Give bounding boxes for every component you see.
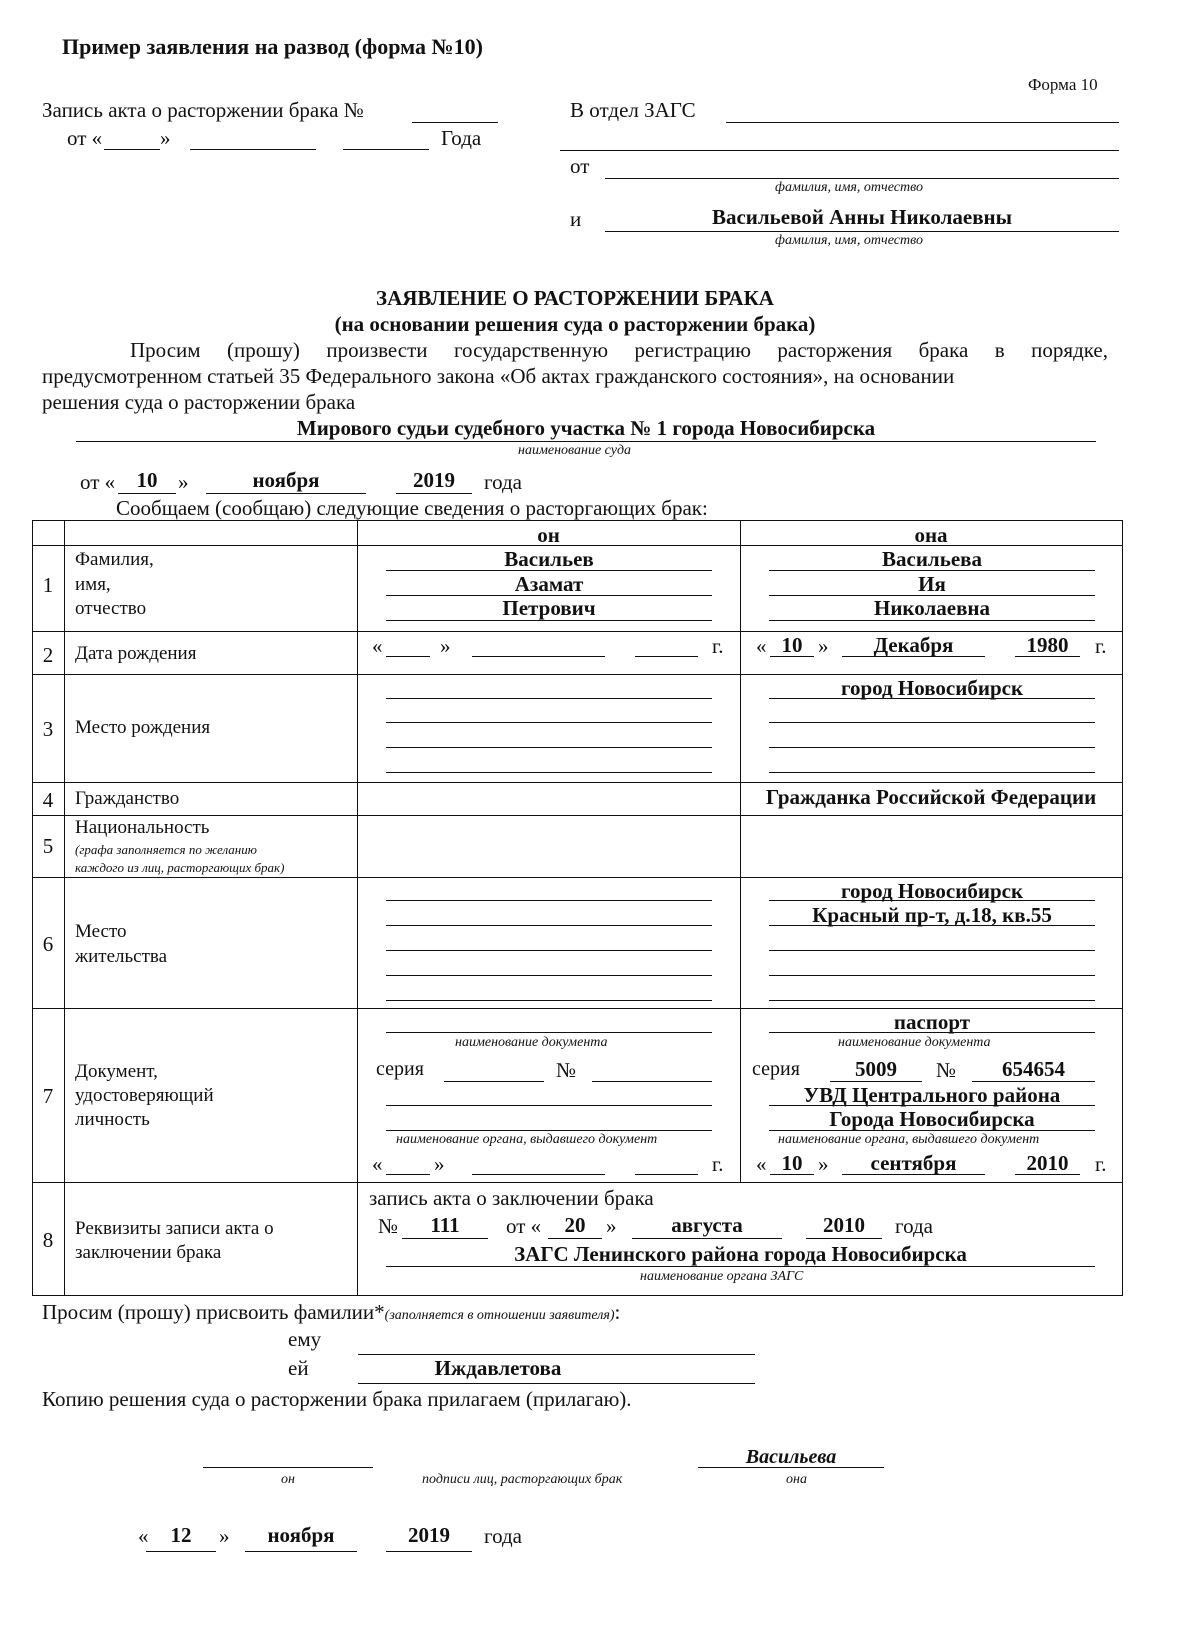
he-signature-caption: он xyxy=(281,1472,295,1487)
decision-year-line[interactable] xyxy=(396,493,472,494)
final-date-open: « xyxy=(138,1524,149,1548)
sample-title: Пример заявления на развод (форма №10) xyxy=(62,34,483,59)
surname-him-line[interactable] xyxy=(358,1354,755,1355)
she-signature: Васильева xyxy=(745,1446,837,1468)
she-residence-2: Красный пр-т, д.18, кв.55 xyxy=(812,903,1052,927)
she-birth-day: 10 xyxy=(781,633,803,657)
zags-label: В отдел ЗАГС xyxy=(570,98,696,122)
applicant2-line[interactable] xyxy=(605,231,1119,232)
she-birth-month: Декабря xyxy=(873,633,954,657)
she-patronymic: Николаевна xyxy=(873,596,991,620)
final-date-year: 2019 xyxy=(408,1523,450,1547)
she-doc-day: 10 xyxy=(781,1151,803,1175)
she-residence-line-5[interactable] xyxy=(769,1000,1095,1001)
she-birth-place-line-4[interactable] xyxy=(769,772,1095,773)
she-birth-g: г. xyxy=(1095,634,1107,658)
marriage-zags: ЗАГС Ленинского района города Новосибирска xyxy=(514,1242,967,1266)
she-doc-day-line[interactable] xyxy=(770,1174,814,1175)
she-doc-month: сентября xyxy=(870,1151,957,1175)
marriage-from-prefix: от « xyxy=(506,1214,542,1238)
marriage-close: » xyxy=(606,1214,617,1238)
marriage-number-line[interactable] xyxy=(402,1238,488,1239)
she-residence-line-1[interactable] xyxy=(769,900,1095,901)
she-issuer-1: УВД Центрального района xyxy=(803,1083,1061,1107)
he-name: Азамат xyxy=(514,572,584,596)
he-signature-line[interactable] xyxy=(203,1467,373,1468)
final-date-day: 12 xyxy=(170,1523,192,1547)
he-patronymic-line[interactable] xyxy=(386,620,712,621)
from-label: от xyxy=(570,154,590,178)
she-doc-number-line[interactable] xyxy=(972,1081,1095,1082)
and-label: и xyxy=(570,207,582,231)
he-number-line[interactable] xyxy=(592,1081,712,1082)
she-issuer-line-1[interactable] xyxy=(769,1105,1095,1106)
she-patronymic-line[interactable] xyxy=(769,620,1095,621)
he-birth-place-line-4[interactable] xyxy=(386,772,712,773)
row-num-7: 7 xyxy=(42,1084,54,1108)
she-issuer-2: Города Новосибирска xyxy=(829,1107,1035,1131)
she-doc-number: 654654 xyxy=(1002,1057,1065,1081)
row-label-birth-date: Дата рождения xyxy=(75,643,197,664)
she-birth-close: » xyxy=(818,634,829,658)
copy-text: Копию решения суда о расторжении брака прилагаем (прилагаю). xyxy=(42,1387,632,1411)
she-signature-line[interactable] xyxy=(698,1467,884,1468)
she-surname-line[interactable] xyxy=(769,570,1095,571)
he-birth-place-line-3[interactable] xyxy=(386,747,712,748)
she-birth-place-line-2[interactable] xyxy=(769,722,1095,723)
row-label-marriage: Реквизиты записи акта о заключении брака xyxy=(75,1218,274,1263)
he-doc-g: г. xyxy=(712,1152,724,1176)
he-birth-g: г. xyxy=(712,634,724,658)
row-num-2: 2 xyxy=(42,643,54,667)
final-date-year-line[interactable] xyxy=(386,1551,472,1552)
row-num-5: 5 xyxy=(42,834,54,858)
she-series-label: серия xyxy=(752,1058,800,1080)
marriage-day: 20 xyxy=(564,1213,586,1237)
she-issuer-line-2[interactable] xyxy=(769,1130,1095,1131)
she-birth-year: 1980 xyxy=(1026,633,1069,657)
court-caption: наименование суда xyxy=(518,443,632,458)
decision-day-line[interactable] xyxy=(118,493,176,494)
she-residence-line-2[interactable] xyxy=(769,925,1095,926)
decision-month-line[interactable] xyxy=(206,493,366,494)
she-doc-name: паспорт xyxy=(893,1010,971,1034)
form-number: Форма 10 xyxy=(1028,75,1098,94)
record-day-line[interactable] xyxy=(104,149,160,150)
col-header-he: он xyxy=(537,523,560,547)
he-series-label: серия xyxy=(376,1058,424,1080)
she-doc-year: 2010 xyxy=(1026,1151,1069,1175)
she-doc-caption: наименование документа xyxy=(838,1035,991,1050)
signatures-caption: подписи лиц, расторгающих брак xyxy=(422,1472,623,1487)
he-residence-line-3[interactable] xyxy=(386,950,712,951)
he-birth-day-line[interactable] xyxy=(386,656,430,657)
record-from-close: » xyxy=(160,126,171,150)
marriage-record-line: запись акта о заключении брака xyxy=(369,1186,654,1210)
she-doc-name-line[interactable] xyxy=(769,1032,1095,1033)
she-no-label: № xyxy=(936,1058,957,1082)
marriage-month-line[interactable] xyxy=(632,1238,782,1239)
he-no-label: № xyxy=(556,1058,577,1082)
he-birth-place-line-2[interactable] xyxy=(386,722,712,723)
he-issuer-line-2[interactable] xyxy=(386,1130,712,1131)
final-date-close: » xyxy=(219,1524,230,1548)
marriage-zags-caption: наименование органа ЗАГС xyxy=(640,1269,804,1284)
she-signature-caption: она xyxy=(786,1472,807,1487)
marriage-no-label: № xyxy=(378,1214,399,1238)
she-name: Ия xyxy=(918,572,946,596)
inform-text: Сообщаем (сообщаю) следующие сведения о расторгающих брак: xyxy=(116,496,708,520)
record-year-word: Года xyxy=(441,126,482,150)
she-series-line[interactable] xyxy=(830,1081,922,1082)
she-doc-date-open: « xyxy=(756,1152,767,1176)
she-surname: Васильева xyxy=(882,547,982,571)
marriage-day-line[interactable] xyxy=(548,1238,602,1239)
form-title: ЗАЯВЛЕНИЕ О РАСТОРЖЕНИИ БРАКА xyxy=(376,286,774,310)
surname-him-label: ему xyxy=(288,1327,322,1351)
he-surname: Васильев xyxy=(504,547,594,571)
she-residence-line-3[interactable] xyxy=(769,950,1095,951)
record-from-prefix: от « xyxy=(67,126,103,150)
she-birth-year-line[interactable] xyxy=(1015,656,1080,657)
record-year-line[interactable] xyxy=(343,149,429,150)
zags-line[interactable] xyxy=(726,122,1119,123)
he-birth-close: » xyxy=(440,634,451,658)
he-series-line[interactable] xyxy=(444,1081,544,1082)
she-birth-month-line[interactable] xyxy=(842,656,985,657)
record-month-line[interactable] xyxy=(190,149,316,150)
she-doc-g: г. xyxy=(1095,1152,1107,1176)
he-doc-date-close: » xyxy=(434,1152,445,1176)
he-birth-place-line-1[interactable] xyxy=(386,698,712,699)
she-doc-year-line[interactable] xyxy=(1015,1174,1080,1175)
record-number-line[interactable] xyxy=(412,122,498,123)
record-label: Запись акта о расторжении брака № xyxy=(42,98,364,122)
he-issuer-caption: наименование органа, выдавшего документ xyxy=(396,1132,658,1147)
decision-year: 2019 xyxy=(413,468,455,492)
he-birth-month-line[interactable] xyxy=(472,656,605,657)
col-header-she: она xyxy=(914,523,948,547)
she-series: 5009 xyxy=(855,1057,897,1081)
row-note-nationality: (графа заполняется по желанию каждого из лиц, расторгающих брак) xyxy=(75,842,285,875)
decision-month: ноября xyxy=(252,468,320,492)
he-birth-year-line[interactable] xyxy=(635,656,698,657)
row-label-id-document: Документ, удостоверяющий личность xyxy=(75,1061,214,1130)
she-birth-place-line-1[interactable] xyxy=(769,698,1095,699)
he-doc-month-line[interactable] xyxy=(472,1174,605,1175)
row-label-nationality: Национальность xyxy=(75,817,210,838)
surname-her-value: Иждавлетова xyxy=(434,1356,562,1380)
she-doc-month-line[interactable] xyxy=(842,1174,985,1175)
intro-line-3: решения суда о расторжении брака xyxy=(42,390,356,414)
surname-her-line[interactable] xyxy=(358,1383,755,1384)
form-subtitle: (на основании решения суда о расторжении брака) xyxy=(334,312,816,336)
row-label-citizenship: Гражданство xyxy=(75,788,180,809)
fio-caption-1: фамилия, имя, отчество xyxy=(775,180,923,195)
row-num-8: 8 xyxy=(42,1228,54,1252)
he-doc-name-line[interactable] xyxy=(386,1032,712,1033)
he-residence-line-5[interactable] xyxy=(386,1000,712,1001)
she-residence-1: город Новосибирск xyxy=(840,879,1024,903)
intro-line-1: Просим (прошу) произвести государственную регистрацию расторжения брака в порядке, xyxy=(130,338,1108,362)
surname-her-label: ей xyxy=(288,1356,309,1380)
decision-date-close: » xyxy=(178,470,189,494)
she-birth-day-line[interactable] xyxy=(770,656,814,657)
applicant2-name: Васильевой Анны Николаевны xyxy=(711,205,1013,229)
marriage-year-word: года xyxy=(895,1214,933,1238)
decision-year-word: года xyxy=(484,470,522,494)
applicant1-line[interactable] xyxy=(605,178,1119,179)
row-num-3: 3 xyxy=(42,717,54,741)
row-label-fio: Фамилия, имя, отчество xyxy=(75,549,154,619)
he-doc-day-line[interactable] xyxy=(386,1174,430,1175)
decision-date-prefix: от « xyxy=(80,470,116,494)
zags-line-2[interactable] xyxy=(560,150,1119,151)
he-doc-caption: наименование документа xyxy=(455,1035,608,1050)
row-label-residence: Место жительства xyxy=(75,921,168,967)
row-label-birth-place: Место рождения xyxy=(75,717,211,738)
final-date-word: года xyxy=(484,1524,522,1548)
surname-request: Просим (прошу) присвоить фамилии*(заполняется в отношении заявителя): xyxy=(42,1300,621,1324)
fio-caption-2: фамилия, имя, отчество xyxy=(775,233,923,248)
intro-line-2: предусмотренном статьей 35 Федерального закона «Об актах гражданского состояния», на основании xyxy=(42,364,955,388)
she-doc-date-close: » xyxy=(818,1152,829,1176)
row-num-4: 4 xyxy=(42,788,54,812)
she-citizenship: Гражданка Российской Федерации xyxy=(765,785,1097,809)
marriage-number: 111 xyxy=(430,1213,460,1237)
court-line[interactable] xyxy=(76,441,1096,442)
row-num-1: 1 xyxy=(42,573,54,597)
final-date-month-line[interactable] xyxy=(245,1551,357,1552)
marriage-month: августа xyxy=(671,1213,743,1237)
court-name: Мирового судьи судебного участка № 1 города Новосибирска xyxy=(296,416,876,440)
she-residence-line-4[interactable] xyxy=(769,975,1095,976)
marriage-year: 2010 xyxy=(823,1213,865,1237)
marriage-year-line[interactable] xyxy=(806,1238,882,1239)
he-surname-line[interactable] xyxy=(386,570,712,571)
decision-day: 10 xyxy=(136,468,158,492)
he-residence-line-2[interactable] xyxy=(386,925,712,926)
he-birth-open: « xyxy=(372,634,383,658)
final-date-day-line[interactable] xyxy=(146,1551,216,1552)
she-birth-place-line-3[interactable] xyxy=(769,747,1095,748)
he-doc-year-line[interactable] xyxy=(635,1174,698,1175)
she-birth-place: город Новосибирск xyxy=(840,676,1024,700)
she-birth-open: « xyxy=(756,634,767,658)
final-date-month: ноября xyxy=(267,1523,335,1547)
he-doc-date-open: « xyxy=(372,1152,383,1176)
he-issuer-line-1[interactable] xyxy=(386,1105,712,1106)
surname-request-note: (заполняется в отношении заявителя) xyxy=(384,1308,615,1323)
he-residence-line-4[interactable] xyxy=(386,975,712,976)
he-patronymic: Петрович xyxy=(502,596,596,620)
she-issuer-caption: наименование органа, выдавшего документ xyxy=(778,1132,1040,1147)
row-num-6: 6 xyxy=(42,932,54,956)
marriage-zags-line[interactable] xyxy=(386,1266,1095,1267)
he-residence-line-1[interactable] xyxy=(386,900,712,901)
